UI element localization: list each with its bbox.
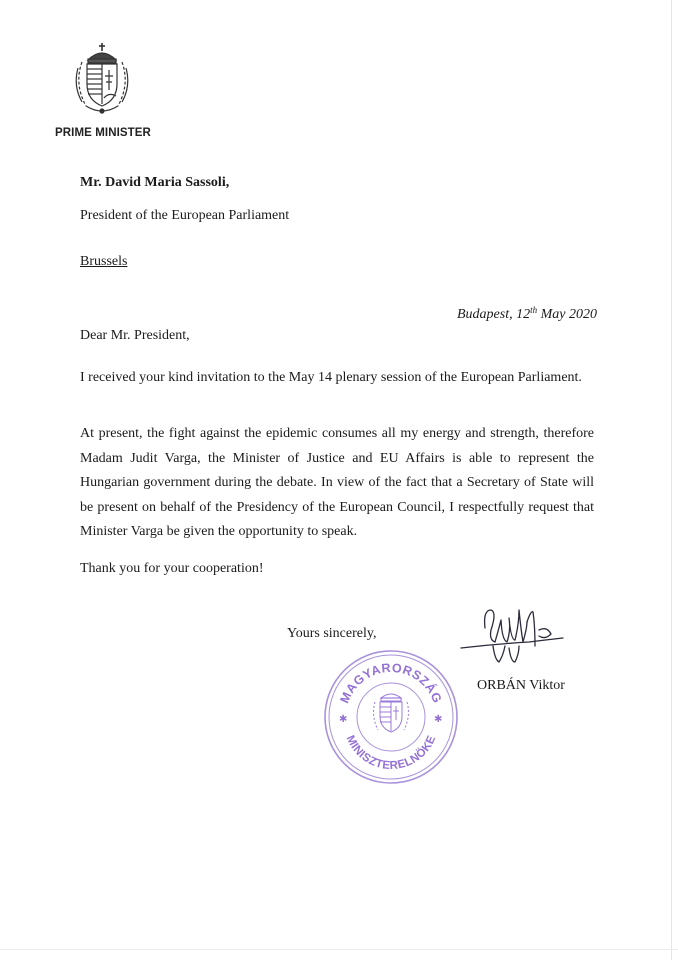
body-paragraph-2: At present, the fight against the epidemic consumes all my energy and strength, therefore Madam Judit Varga, the Minister of Justice and EU Affairs is able to represent the Hungarian government during the debate. In view of the fact that a Secretary of State will be present on behalf of the Presidency of the European Council, I respectfully request that Minister Varga be given the opportunity to speak.: [80, 426, 594, 539]
page-edge-right: [671, 0, 672, 960]
dateline-suffix: May 2020: [537, 307, 597, 322]
svg-text:MINISZTERELNÖKE: [344, 734, 439, 773]
dateline-ordinal: th: [530, 305, 538, 315]
stamp-star-left-icon: ✱: [339, 714, 348, 725]
dateline-prefix: Budapest, 12: [456, 307, 531, 322]
closing: Yours sincerely,: [287, 626, 377, 641]
stamp-top-text: MAGYARORSZÁG: [337, 660, 445, 706]
recipient-name: Mr. David Maria Sassoli,: [80, 175, 230, 190]
body-paragraph-1: I received your kind invitation to the May 14 plenary session of the European Parliament.: [80, 370, 582, 385]
stamp-bottom-text: MINISZTERELNÖKE: [343, 733, 439, 773]
official-stamp: [322, 648, 460, 786]
office-title: PRIME MINISTER: [55, 127, 151, 139]
page-edge-bottom: [0, 949, 678, 950]
handwritten-signature: [455, 600, 575, 670]
recipient-title: President of the European Parliament: [80, 208, 290, 223]
signer-name: ORBÁN Viktor: [477, 678, 565, 693]
dateline: [457, 305, 597, 323]
salutation: Dear Mr. President,: [80, 328, 190, 343]
stamp-star-right-icon: ✱: [434, 714, 443, 725]
coat-of-arms-icon: [70, 40, 134, 118]
recipient-city: Brussels: [80, 254, 128, 269]
stamp-coat-of-arms-icon: [374, 694, 409, 732]
body-paragraph-3: Thank you for your cooperation!: [80, 561, 264, 576]
